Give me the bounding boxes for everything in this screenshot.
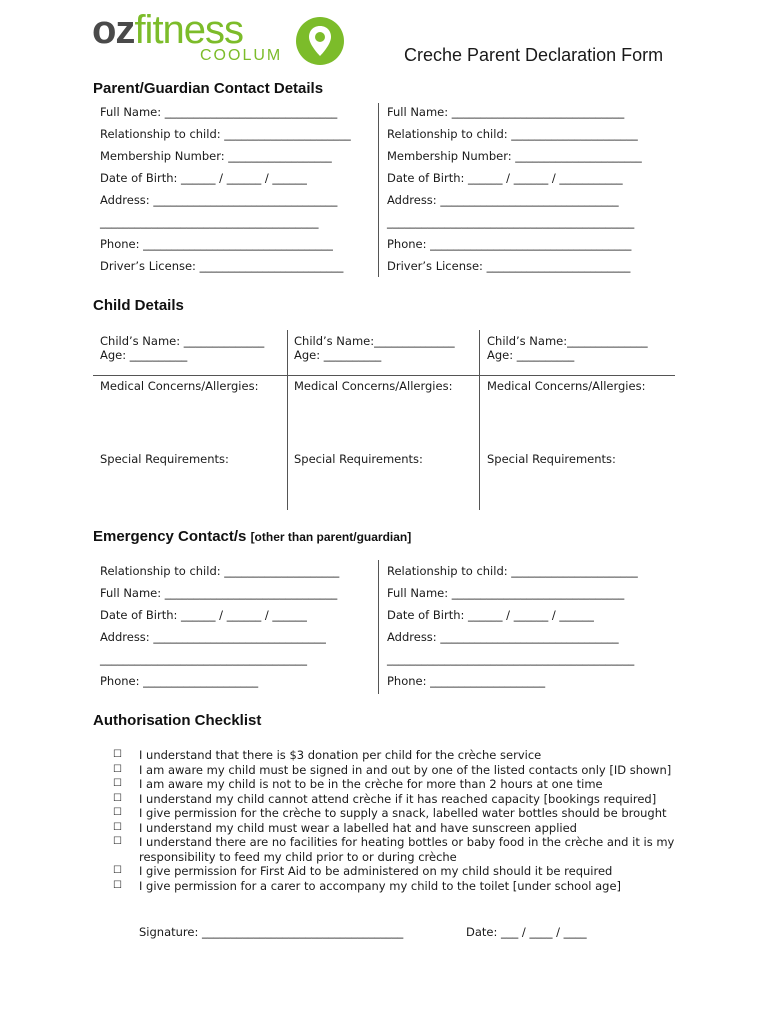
parent1-phone-field[interactable]: Phone: _________________________________ — [100, 237, 333, 251]
emergency2-dob-field[interactable]: Date of Birth: ______ / ______ / ______ — [387, 608, 594, 622]
emergency2-address-line2[interactable]: ___________________________________________ — [387, 652, 635, 666]
checklist-item — [113, 777, 679, 792]
parent1-address-line2[interactable]: ______________________________________ — [100, 215, 319, 229]
logo-location: COOLUM — [200, 47, 283, 64]
parent1-membership-field[interactable]: Membership Number: __________________ — [100, 149, 332, 163]
child1-medical-field[interactable]: Medical Concerns/Allergies: — [100, 379, 259, 393]
emergency1-address-field[interactable]: Address: ______________________________ — [100, 630, 326, 644]
child-section-heading: Child Details — [93, 297, 184, 314]
checklist-item-text: I am aware my child must be signed in and out by one of the listed contacts only [ID shown] — [139, 762, 672, 777]
emergency-column-divider — [378, 560, 379, 694]
emergency-heading-text: Emergency Contact/s — [93, 528, 247, 545]
child3-age-field[interactable]: Age: __________ — [487, 348, 575, 362]
emergency2-full-name-field[interactable]: Full Name: ______________________________ — [387, 586, 625, 600]
checklist-item — [113, 806, 679, 821]
parent1-relationship-field[interactable]: Relationship to child: ______________________ — [100, 127, 351, 141]
checklist-item-text: I give permission for a carer to accompany my child to the toilet [under school age] — [139, 878, 622, 893]
emergency-section-heading — [93, 528, 411, 545]
checklist-item — [113, 763, 679, 778]
emergency1-phone-field[interactable]: Phone: ____________________ — [100, 674, 259, 688]
parent1-full-name-field[interactable]: Full Name: ______________________________ — [100, 105, 338, 119]
checkbox-icon[interactable]: ☐ — [113, 836, 122, 847]
emergency1-dob-field[interactable]: Date of Birth: ______ / ______ / ______ — [100, 608, 307, 622]
checkbox-icon[interactable]: ☐ — [113, 879, 122, 891]
emergency-heading-note: [other than parent/guardian] — [250, 530, 412, 544]
checklist-item — [113, 821, 679, 836]
date-field[interactable]: Date: ___ / ____ / ____ — [466, 925, 587, 939]
checklist-item-text: I am aware my child is not to be in the crèche for more than 2 hours at one time — [139, 777, 603, 791]
child3-special-field[interactable]: Special Requirements: — [487, 452, 616, 466]
child-divider-2 — [479, 330, 480, 510]
checklist-item-text: I understand there are no facilities for heating bottles or baby food in the crèche and it is my responsibility to feed my child prior to or during crèche — [139, 835, 675, 864]
child-divider-1 — [287, 330, 288, 510]
emergency2-relationship-field[interactable]: Relationship to child: ______________________ — [387, 564, 638, 578]
checklist-heading: Authorisation Checklist — [93, 712, 262, 729]
checklist-item-text: I understand my child cannot attend crèche if it has reached capacity [bookings required] — [139, 791, 657, 806]
checklist-item-text: I understand that there is $3 donation per child for the crèche service — [139, 748, 542, 762]
parent-section-heading: Parent/Guardian Contact Details — [93, 80, 324, 97]
location-pin-icon — [295, 16, 345, 66]
checkbox-icon[interactable]: ☐ — [113, 807, 122, 818]
child1-age-field[interactable]: Age: __________ — [100, 348, 188, 362]
checklist-item-text: I give permission for the crèche to supply a snack, labelled water bottles should be brought — [139, 806, 667, 820]
checkbox-icon[interactable]: ☐ — [113, 749, 122, 760]
parent1-dob-field[interactable]: Date of Birth: ______ / ______ / ______ — [100, 171, 307, 185]
authorisation-checklist — [113, 748, 679, 893]
parent1-address-field[interactable]: Address: ________________________________ — [100, 193, 338, 207]
logo-wordmark: ozfitness — [92, 8, 244, 52]
parent2-membership-field[interactable]: Membership Number: ______________________ — [387, 149, 642, 163]
checklist-item — [113, 879, 679, 894]
parent2-phone-field[interactable]: Phone: ___________________________________ — [387, 237, 632, 251]
emergency1-address-line2[interactable]: ____________________________________ — [100, 652, 307, 666]
child2-medical-field[interactable]: Medical Concerns/Allergies: — [294, 379, 453, 393]
emergency2-address-field[interactable]: Address: _______________________________ — [387, 630, 619, 644]
parent2-license-field[interactable]: Driver’s License: _________________________ — [387, 259, 631, 273]
checklist-item — [113, 835, 679, 864]
checkbox-icon[interactable]: ☐ — [113, 792, 122, 804]
child2-age-field[interactable]: Age: __________ — [294, 348, 382, 362]
child-header-rule — [93, 375, 675, 376]
emergency1-full-name-field[interactable]: Full Name: ______________________________ — [100, 586, 338, 600]
parent-column-divider — [378, 103, 379, 277]
parent1-license-field[interactable]: Driver’s License: _________________________ — [100, 259, 344, 273]
parent2-dob-field[interactable]: Date of Birth: ______ / ______ / ___________ — [387, 171, 623, 185]
child2-special-field[interactable]: Special Requirements: — [294, 452, 423, 466]
parent2-full-name-field[interactable]: Full Name: ______________________________ — [387, 105, 625, 119]
parent2-address-line2[interactable]: ___________________________________________ — [387, 215, 635, 229]
checklist-item — [113, 792, 679, 807]
checkbox-icon[interactable]: ☐ — [113, 865, 122, 876]
child2-name-field[interactable]: Child’s Name:______________ — [294, 334, 455, 348]
child1-special-field[interactable]: Special Requirements: — [100, 452, 229, 466]
checklist-item — [113, 748, 679, 763]
parent2-relationship-field[interactable]: Relationship to child: ______________________ — [387, 127, 638, 141]
checkbox-icon[interactable]: ☐ — [113, 821, 122, 833]
parent2-address-field[interactable]: Address: _______________________________ — [387, 193, 619, 207]
child3-name-field[interactable]: Child’s Name:______________ — [487, 334, 648, 348]
form-title: Creche Parent Declaration Form — [404, 45, 664, 65]
checkbox-icon[interactable]: ☐ — [113, 778, 122, 789]
checklist-item-text: I give permission for First Aid to be administered on my child should it be required — [139, 864, 613, 878]
signature-field[interactable]: Signature: ___________________________________ — [139, 925, 404, 939]
child1-name-field[interactable]: Child’s Name: ______________ — [100, 334, 265, 348]
child3-medical-field[interactable]: Medical Concerns/Allergies: — [487, 379, 646, 393]
checklist-item — [113, 864, 679, 879]
emergency2-phone-field[interactable]: Phone: ____________________ — [387, 674, 546, 688]
checkbox-icon[interactable]: ☐ — [113, 763, 122, 775]
checklist-item-text: I understand my child must wear a labelled hat and have sunscreen applied — [139, 820, 577, 835]
emergency1-relationship-field[interactable]: Relationship to child: ____________________ — [100, 564, 340, 578]
ozfitness-logo — [92, 8, 348, 68]
